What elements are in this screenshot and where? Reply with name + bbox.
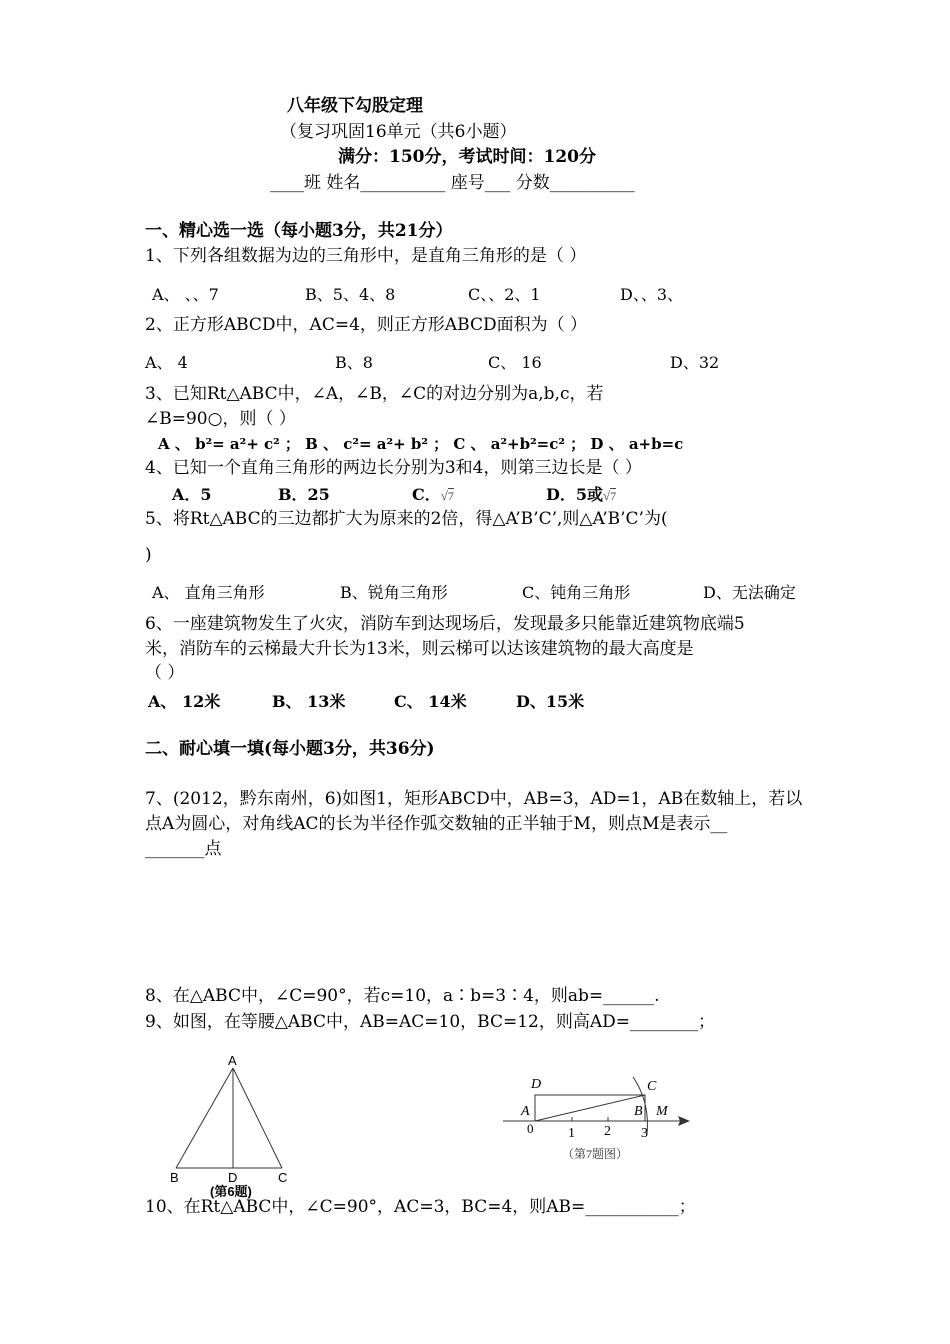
- tick-1: 1: [568, 1126, 575, 1141]
- nl-label-c: C: [647, 1079, 657, 1094]
- exam-title: 八年级下勾股定理: [287, 96, 423, 116]
- q1-option-c: C、、2、1: [468, 285, 541, 304]
- tick-2: 2: [604, 1124, 611, 1139]
- q4-option-d: D．5或√7: [546, 485, 617, 504]
- sqrt-icon: √: [440, 488, 448, 503]
- q8-stem: 8、在△ABC中，∠C=90°，若c=10，a∶b=3∶4，则ab=______.: [145, 986, 660, 1006]
- q1-option-a: A、 、、7: [152, 285, 219, 304]
- nl-label-a: A: [521, 1104, 530, 1119]
- q5-stem-line1: 5、将Rt△ABC的三边都扩大为原来的2倍，得△A’B’C’,则△A’B’C’为(: [145, 509, 668, 529]
- numberline-figure: [500, 1072, 700, 1167]
- side-ab: [176, 1068, 233, 1168]
- q2-option-a: A、 4: [145, 353, 188, 372]
- q6-option-d: D、15米: [516, 692, 585, 711]
- section2-title: 二、耐心填一填(每小题3分，共36分): [145, 739, 435, 759]
- q5-option-d: D、无法确定: [703, 583, 796, 602]
- tick-0: 0: [527, 1121, 534, 1136]
- triangle-caption: (第6题): [210, 1184, 252, 1199]
- label-c: C: [278, 1170, 288, 1185]
- q2-stem: 2、正方形ABCD中，AC=4，则正方形ABCD面积为（ ）: [145, 315, 588, 335]
- q5-option-c: C、钝角三角形: [522, 583, 631, 602]
- q4-option-c: C．√7: [412, 485, 454, 504]
- q7-line3: _______点: [145, 839, 222, 859]
- q3-stem-line2: ∠B=90○，则（ ）: [145, 409, 296, 429]
- q6-option-c: C、 14米: [394, 692, 467, 711]
- q5-option-a: A、 直角三角形: [152, 583, 265, 602]
- q6-stem-line3: （ ）: [145, 663, 185, 683]
- diagonal-ac: [535, 1095, 645, 1121]
- q1-option-b: B、5、4、8: [305, 285, 396, 304]
- q3-options: A 、 b²= a²+ c² ； B 、 c²= a²+ b² ； C 、 a²+b²=c² ； D 、 a+b=c: [158, 435, 684, 453]
- q2-option-c: C、 16: [488, 353, 542, 372]
- q4-stem: 4、已知一个直角三角形的两边长分别为3和4，则第三边长是（ ）: [145, 458, 642, 478]
- q7-line1: 7、(2012，黔东南州，6)如图1，矩形ABCD中，AB=3，AD=1，AB在数轴上，若以: [145, 789, 803, 809]
- nl-label-b: B: [634, 1104, 643, 1119]
- student-info-line: ____班 姓名__________ 座号___ 分数__________: [270, 173, 635, 193]
- nl-label-m: M: [656, 1104, 668, 1119]
- q6-stem-line1: 6、一座建筑物发生了火灾，消防车到达现场后，发现最多只能靠近建筑物底端5: [145, 614, 745, 634]
- triangle-figure: [160, 1050, 300, 1200]
- q1-option-d: D、、3、: [620, 285, 684, 304]
- q4-c-radicand: 7: [447, 489, 454, 503]
- q9-stem: 9、如图，在等腰△ABC中，AB=AC=10，BC=12，则高AD=________；: [145, 1012, 715, 1032]
- tick-3: 3: [641, 1126, 648, 1141]
- q2-option-d: D、32: [670, 353, 720, 372]
- q4-d-radicand: 7: [610, 489, 617, 503]
- nl-label-d: D: [531, 1077, 542, 1092]
- q10-stem: 10、在Rt△ABC中，∠C=90°，AC=3，BC=4，则AB=___________；: [145, 1197, 696, 1217]
- q1-stem: 1、下列各组数据为边的三角形中，是直角三角形的是（ ）: [145, 246, 587, 266]
- sqrt-icon: √: [603, 488, 611, 503]
- label-d: D: [228, 1170, 238, 1185]
- score-time: 满分：150分，考试时间：120分: [338, 147, 596, 167]
- q5-option-b: B、锐角三角形: [340, 583, 448, 602]
- q6-option-a: A、 12米: [148, 692, 221, 711]
- exam-subtitle: （复习巩固16单元（共6小题）: [280, 122, 517, 142]
- q4-option-b: B．25: [278, 485, 330, 504]
- numberline-caption: （第7题图）: [562, 1147, 629, 1161]
- q4-option-a: A．5: [172, 485, 212, 504]
- q6-option-b: B、 13米: [272, 692, 346, 711]
- q3-stem-line1: 3、已知Rt△ABC中，∠A，∠B，∠C的对边分别为a,b,c，若: [145, 384, 604, 404]
- q7-line2: 点A为圆心，对角线AC的长为半径作弧交数轴的正半轴于M，则点M是表示__: [145, 814, 728, 834]
- section1-title: 一、精心选一选（每小题3分，共21分）: [145, 221, 453, 241]
- q2-option-b: B、8: [335, 353, 373, 372]
- label-b: B: [170, 1170, 179, 1185]
- q5-stem-line2: ): [145, 545, 152, 565]
- side-ac: [233, 1068, 282, 1168]
- q6-stem-line2: 米，消防车的云梯最大升长为13米，则云梯可以达该建筑物的最大高度是: [145, 639, 694, 659]
- label-a: A: [228, 1053, 237, 1068]
